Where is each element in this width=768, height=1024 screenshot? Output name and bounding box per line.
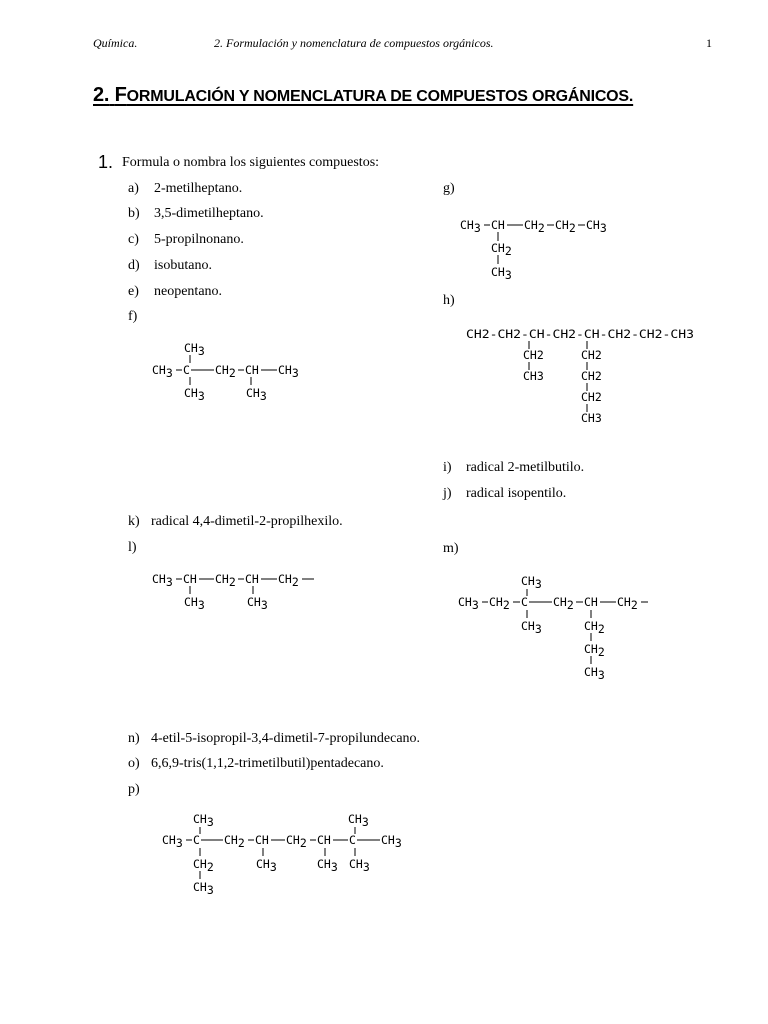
svg-text:CH: CH — [183, 572, 197, 586]
item-text: 3,5-dimetilheptano. — [154, 206, 264, 221]
title-first-letter: F — [114, 84, 127, 106]
item-c — [128, 232, 244, 248]
header-chapter: 2. Formulación y nomenclatura de compuestos orgánicos. — [214, 36, 494, 50]
page-title — [93, 84, 633, 107]
question-text: Formula o nombra los siguientes compuestos: — [122, 155, 380, 170]
svg-text:CH2: CH2 — [224, 833, 245, 850]
svg-text:CH3: CH3 — [193, 880, 214, 897]
item-label: o) — [128, 756, 140, 771]
svg-text:CH3: CH3 — [184, 341, 205, 358]
question-number: 1. — [98, 152, 114, 172]
svg-text:CH: CH — [317, 833, 331, 847]
title-rest: ORMULACIÓN Y NOMENCLATURA DE COMPUESTOS ORGÁNICOS. — [126, 88, 634, 105]
svg-text:CH2: CH2 — [215, 363, 236, 380]
svg-text:CH3: CH3 — [521, 619, 542, 636]
svg-text:CH2: CH2 — [278, 572, 299, 589]
item-p — [128, 782, 154, 798]
svg-text:CH: CH — [245, 572, 259, 586]
item-label: a) — [128, 181, 139, 196]
item-text: radical isopentilo. — [466, 486, 567, 501]
item-label: g) — [443, 181, 455, 196]
structure-g — [460, 214, 620, 284]
item-d — [128, 258, 212, 274]
page-number: 1 — [706, 36, 712, 50]
item-label: j) — [443, 486, 452, 501]
svg-text:CH3: CH3 — [460, 218, 481, 235]
structure-l — [152, 568, 322, 618]
item-j — [443, 486, 566, 502]
svg-text:CH3: CH3 — [348, 812, 369, 829]
svg-text:CH2: CH2 — [489, 595, 510, 612]
structure-f — [150, 336, 310, 406]
svg-text:CH3: CH3 — [381, 833, 402, 850]
item-k — [128, 514, 343, 530]
item-e — [128, 284, 222, 300]
item-n — [128, 731, 420, 747]
svg-text:CH3: CH3 — [349, 857, 370, 874]
structure-h — [466, 323, 706, 433]
svg-text:CH: CH — [245, 363, 259, 377]
svg-text:C: C — [183, 363, 190, 377]
svg-text:CH: CH — [584, 595, 598, 609]
svg-text:CH3: CH3 — [246, 386, 267, 403]
svg-text:CH2: CH2 — [491, 241, 512, 258]
item-label: d) — [128, 258, 140, 273]
svg-text:C: C — [349, 833, 356, 847]
svg-text:CH2: CH2 — [524, 218, 545, 235]
item-label: e) — [128, 284, 139, 299]
svg-text:CH2: CH2 — [584, 619, 605, 636]
item-i — [443, 460, 584, 476]
svg-text:C: C — [193, 833, 200, 847]
svg-text:CH3: CH3 — [162, 833, 183, 850]
svg-text:CH3: CH3 — [184, 595, 205, 612]
svg-text:CH2: CH2 — [555, 218, 576, 235]
item-text: 6,6,9-tris(1,1,2-trimetilbutil)pentadecano. — [151, 756, 384, 771]
item-text: 2-metilheptano. — [154, 181, 243, 196]
svg-text:CH3: CH3 — [152, 572, 173, 589]
svg-text:CH3: CH3 — [193, 812, 214, 829]
item-label: m) — [443, 541, 459, 556]
item-l — [128, 540, 154, 556]
item-m — [443, 541, 469, 557]
item-g — [443, 181, 469, 197]
item-f — [128, 309, 154, 325]
item-text: radical 4,4-dimetil-2-propilhexilo. — [151, 514, 343, 529]
svg-text:CH2: CH2 — [523, 348, 544, 362]
svg-text:CH3: CH3 — [256, 857, 277, 874]
structure-p — [162, 808, 422, 903]
svg-text:CH3: CH3 — [458, 595, 479, 612]
title-number: 2. — [93, 84, 110, 106]
item-label: f) — [128, 309, 138, 324]
item-label: i) — [443, 460, 452, 475]
svg-text:CH2: CH2 — [581, 348, 602, 362]
svg-text:C: C — [521, 595, 528, 609]
svg-text:CH: CH — [255, 833, 269, 847]
svg-text:CH3: CH3 — [521, 574, 542, 591]
item-a — [128, 181, 242, 197]
item-label: c) — [128, 232, 139, 247]
svg-text:CH2: CH2 — [215, 572, 236, 589]
svg-text:CH2-CH2-CH-CH2-CH-CH2-CH2-CH3: CH 2-CH 2-CH-CH 2-CH-CH 2-CH 2-CH 3 — [466, 327, 694, 341]
svg-text:CH: CH — [491, 218, 505, 232]
item-text: isobutano. — [154, 258, 212, 273]
item-text: 4-etil-5-isopropil-3,4-dimetil-7-propilundecano. — [151, 731, 421, 746]
svg-text:CH2: CH2 — [193, 857, 214, 874]
header-subject: Química. — [93, 36, 138, 50]
item-label: l) — [128, 540, 137, 555]
item-b — [128, 206, 264, 222]
item-text: 5-propilnonano. — [154, 232, 244, 247]
item-o — [128, 756, 384, 772]
svg-text:CH3: CH3 — [317, 857, 338, 874]
item-text: neopentano. — [154, 284, 223, 299]
structure-m — [458, 570, 658, 685]
item-h — [443, 293, 469, 309]
svg-text:CH3: CH3 — [491, 265, 512, 282]
item-label: b) — [128, 206, 140, 221]
svg-text:CH3: CH3 — [523, 369, 544, 383]
item-label: k) — [128, 514, 140, 529]
svg-text:CH2: CH2 — [581, 369, 602, 383]
svg-text:CH2: CH2 — [286, 833, 307, 850]
item-label: p) — [128, 782, 140, 797]
svg-text:CH3: CH3 — [584, 665, 605, 682]
svg-text:CH3: CH3 — [247, 595, 268, 612]
svg-text:CH3: CH3 — [278, 363, 299, 380]
svg-text:CH3: CH3 — [184, 386, 205, 403]
svg-text:CH2: CH2 — [581, 390, 602, 404]
item-label: h) — [443, 293, 455, 308]
item-text: radical 2-metilbutilo. — [466, 460, 585, 475]
svg-text:CH3: CH3 — [586, 218, 607, 235]
svg-text:CH3: CH3 — [152, 363, 173, 380]
svg-text:CH2: CH2 — [553, 595, 574, 612]
svg-text:CH2: CH2 — [617, 595, 638, 612]
svg-text:CH3: CH3 — [581, 411, 602, 425]
svg-text:CH2: CH2 — [584, 642, 605, 659]
item-label: n) — [128, 731, 140, 746]
